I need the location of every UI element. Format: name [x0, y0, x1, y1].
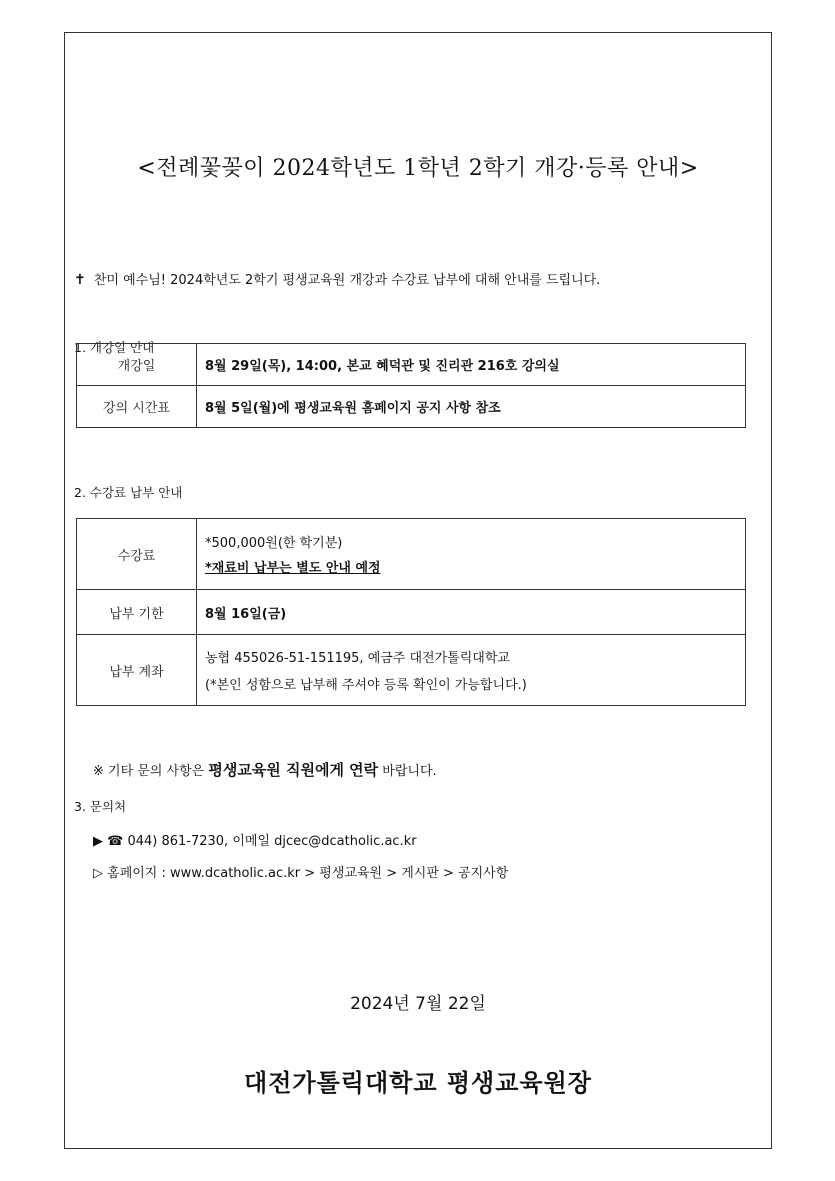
account-label: 납부 계좌 [77, 635, 197, 706]
contact-phone-email: ▶ ☎ 044) 861-7230, 이메일 djcec@dcatholic.ac.kr [93, 834, 417, 849]
table-row [77, 519, 746, 590]
cross-icon: ✝ [74, 272, 86, 288]
intro-text: 찬미 예수님! 2024학년도 2학기 평생교육원 개강과 수강료 납부에 대해 안내를 드립니다. [93, 273, 601, 288]
table-row [77, 386, 746, 428]
note-suffix: 바랍니다. [378, 764, 437, 779]
document-title: <전례꽃꽂이 2024학년도 1학년 2학기 개강·등록 안내> [137, 156, 699, 181]
account-number: 농협 455026-51-151195, 예금주 대전가톨릭대학교 [205, 651, 510, 666]
document-page [64, 32, 772, 1149]
opening-info-table [76, 343, 746, 428]
opening-date-label: 개강일 [77, 344, 197, 386]
intro-paragraph [74, 269, 600, 288]
deadline-label: 납부 기한 [77, 590, 197, 635]
material-fee-notice: *재료비 납부는 별도 안내 예정 [205, 561, 381, 576]
timetable-value: 8월 5일(월)에 평생교육원 홈페이지 공지 사항 참조 [197, 386, 746, 428]
deadline-value: 8월 16일(금) [197, 590, 746, 635]
note-emphasis: 평생교육원 직원에게 연락 [208, 761, 379, 779]
note-prefix: ※ 기타 문의 사항은 [93, 764, 209, 779]
document-date: 2024년 7월 22일 [350, 994, 486, 1014]
table-row [77, 635, 746, 706]
fee-value [197, 519, 746, 590]
account-value [197, 635, 746, 706]
section-1-heading: 1. 개강일 안내 [74, 340, 155, 355]
fee-info-table [76, 518, 746, 706]
table-row [77, 344, 746, 386]
section-2-heading: 2. 수강료 납부 안내 [74, 485, 183, 500]
section-3-heading: 3. 문의처 [74, 799, 127, 814]
opening-date-value: 8월 29일(목), 14:00, 본교 혜덕관 및 진리관 216호 강의실 [197, 344, 746, 386]
account-notice: (*본인 성함으로 납부해 주셔야 등록 확인이 가능합니다.) [205, 678, 527, 693]
fee-label: 수강료 [77, 519, 197, 590]
signature: 대전가톨릭대학교 평생교육원장 [244, 1069, 592, 1097]
table-row [77, 590, 746, 635]
contact-website: ▷ 홈페이지 : www.dcatholic.ac.kr > 평생교육원 > 게시판 > 공지사항 [93, 866, 509, 881]
fee-amount: *500,000원(한 학기분) [205, 536, 343, 551]
inquiry-note [93, 759, 437, 780]
timetable-label: 강의 시간표 [77, 386, 197, 428]
